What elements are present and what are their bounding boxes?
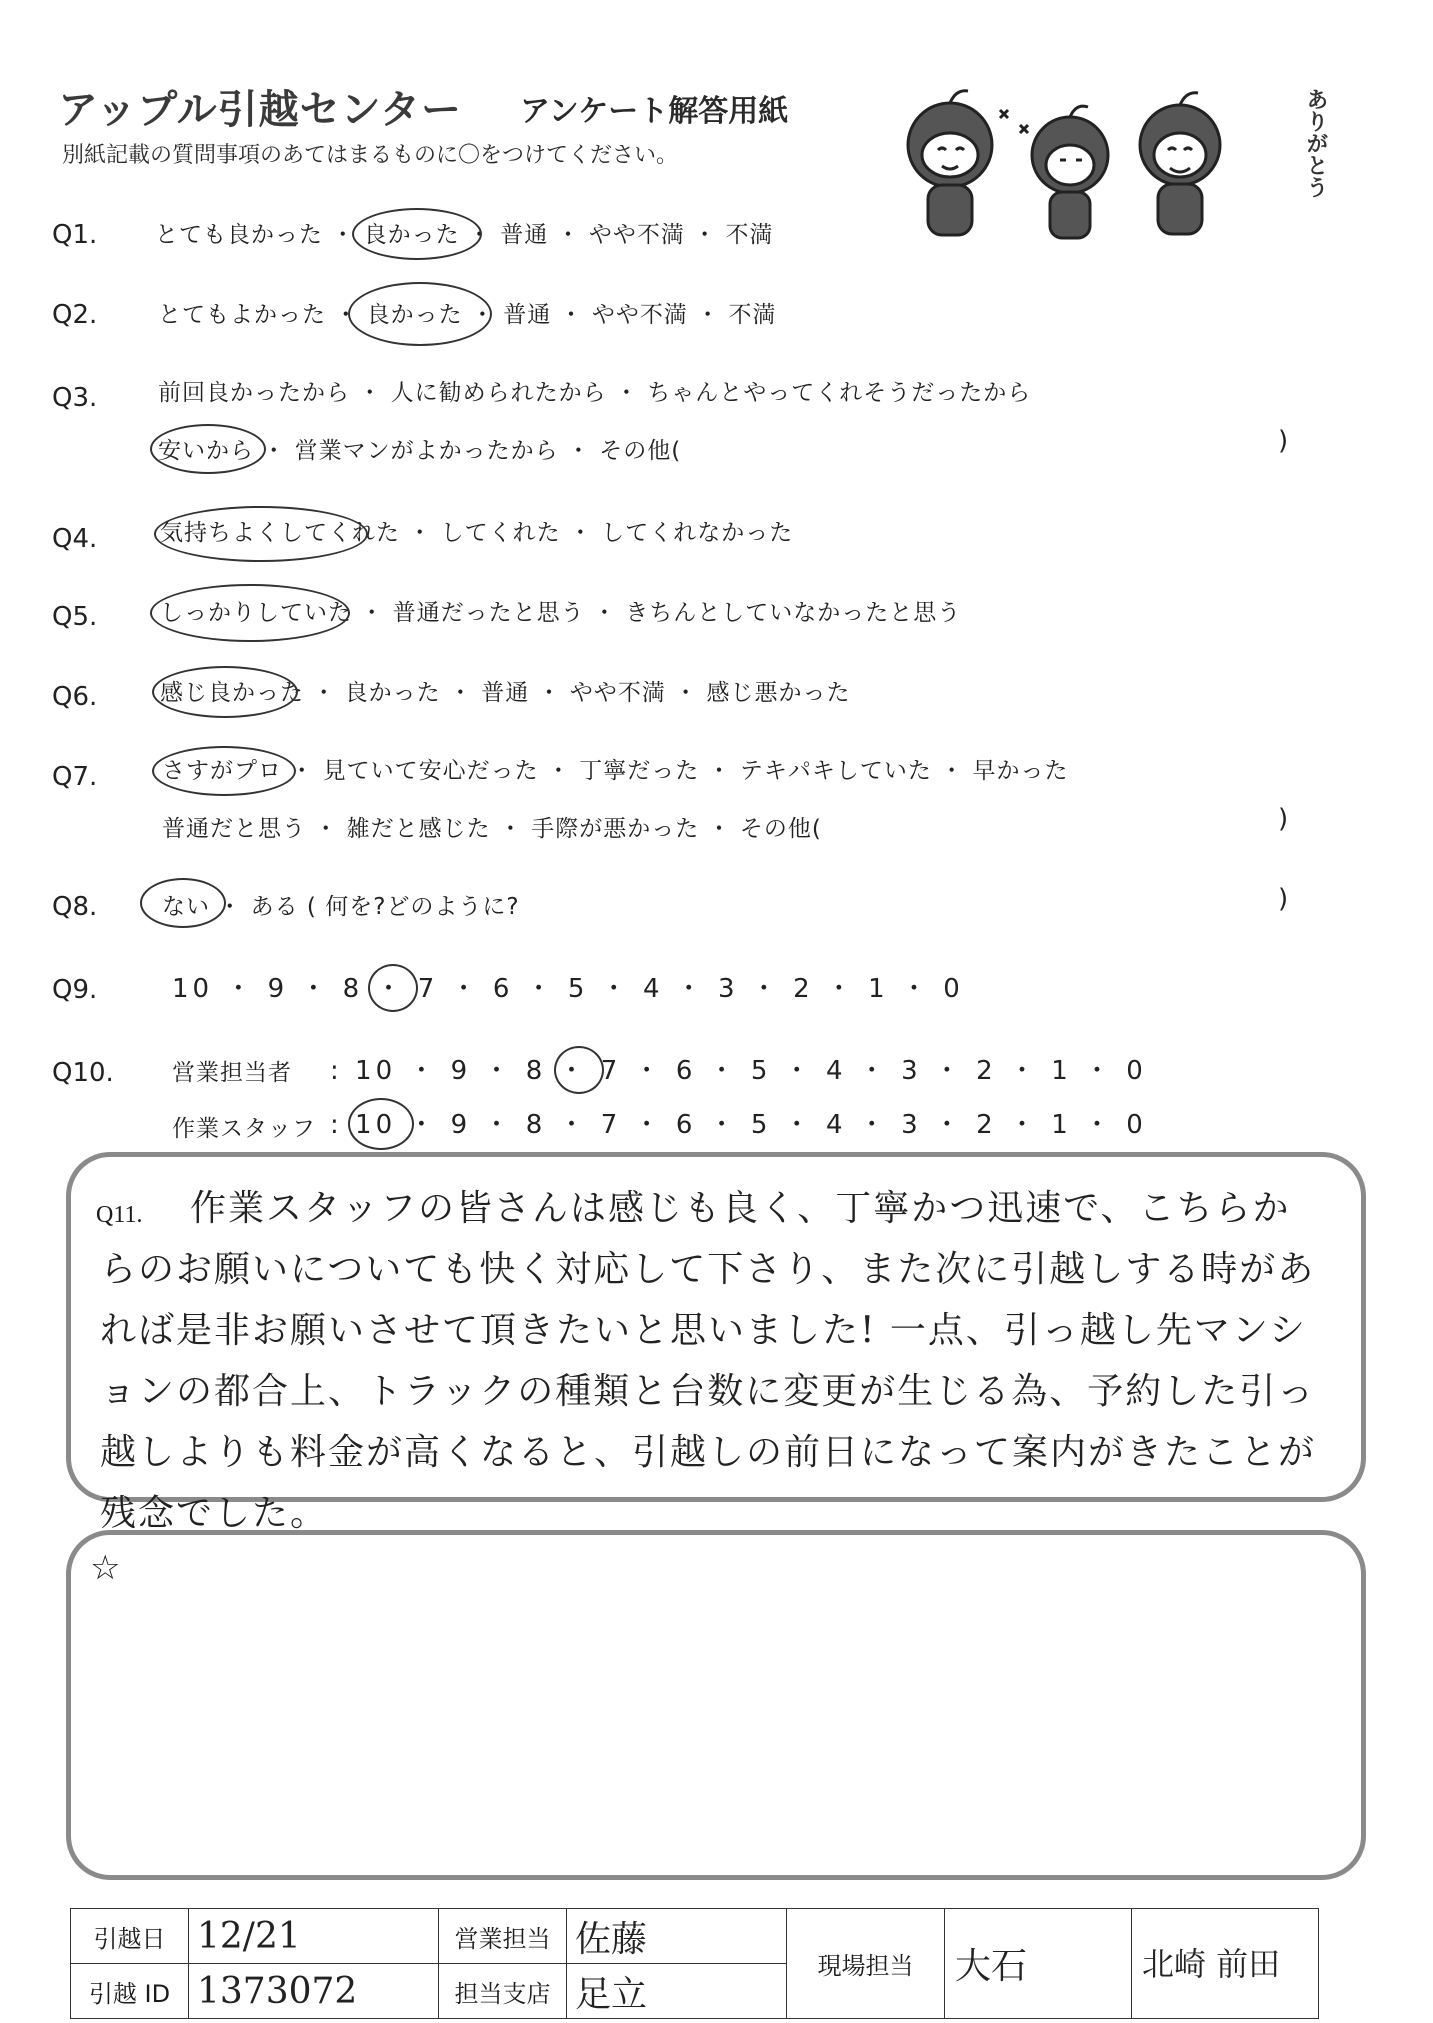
q6-options: 感じ良かった ・ 良かった ・ 普通 ・ やや不満 ・ 感じ悪かった	[160, 680, 851, 706]
q11-handwritten-answer: 作業スタッフの皆さんは感じも良く、丁寧かつ迅速で、こちらからのお願いについても快く対応して下さり、また次に引越しする時があれば是非お願いさせて頂きたいと思いました! 一点、引っ越し先マンションの都合上、トラックの種類と台数に変更が生じる為、予約した引っ越しよりも料金が高くなると、引越しの前日になって案内がきたことが残念でした。	[100, 1188, 1317, 1534]
q8-paren-close: )	[1278, 884, 1289, 914]
q10-staff-scale: : 10 ・ 9 ・ 8 ・ 7 ・ 6 ・ 5 ・ 4 ・ 3 ・ 2 ・ 1 ・ 0	[330, 1110, 1147, 1140]
q7-answer-circle	[152, 746, 296, 796]
q4-options: 気持ちよくしてくれた ・ してくれた ・ してくれなかった	[160, 520, 794, 546]
q2-label: Q2.	[52, 300, 98, 330]
q9-answer-circle	[368, 964, 418, 1012]
q5-label: Q5.	[52, 602, 98, 632]
q8-answer-circle	[140, 878, 226, 928]
site-rep-value-2: 北崎 前田	[1132, 1909, 1319, 2019]
q4-label: Q4.	[52, 524, 98, 554]
q10-sales-answer-circle	[554, 1046, 604, 1094]
q5-options: しっかりしていた ・ 普通だったと思う ・ きちんとしていなかったと思う	[160, 600, 962, 626]
monkey-mascot-icon	[880, 70, 1260, 250]
thank-you-text: ありがとう	[1303, 88, 1328, 198]
company-title: アップル引越センター	[58, 87, 462, 133]
q5-answer-circle	[150, 584, 350, 642]
additional-comments-box	[66, 1530, 1366, 1880]
q10-label: Q10.	[52, 1058, 114, 1088]
move-date-label: 引越日	[71, 1909, 189, 1964]
move-id-label: 引越 ID	[71, 1964, 189, 2019]
star-label: ☆	[90, 1548, 121, 1588]
form-subtitle: アンケート解答用紙	[520, 94, 789, 129]
q2-options: とてもよかった ・ 良かった ・ 普通 ・ やや不満 ・ 不満	[158, 302, 777, 328]
q7-options-line1: さすがプロ ・ 見ていて安心だった ・ 丁寧だった ・ テキパキしていた ・ 早かった	[162, 758, 1069, 784]
q3-options-line2: 安いから ・ 営業マンがよかったから ・ その他(	[158, 438, 682, 464]
q3-options-line1: 前回良かったから ・ 人に勧められたから ・ ちゃんとやってくれそうだったから	[158, 380, 1032, 406]
site-rep-label: 現場担当	[787, 1909, 945, 2019]
q1-label: Q1.	[52, 220, 98, 250]
q10-sales-label: 営業担当者	[172, 1060, 292, 1086]
move-id-value: 1373072	[189, 1964, 439, 2019]
move-info-table	[70, 1908, 1319, 2019]
q11-label: Q11.	[96, 1202, 143, 1228]
q8-options: ない ・ ある ( 何を?どのように?	[162, 894, 520, 920]
q7-options-line2: 普通だと思う ・ 雑だと感じた ・ 手際が悪かった ・ その他(	[162, 816, 822, 842]
q6-label: Q6.	[52, 682, 98, 712]
sales-rep-label: 営業担当	[439, 1909, 567, 1964]
site-rep-value-1: 大石	[945, 1909, 1132, 2019]
q7-paren-close: )	[1278, 804, 1289, 834]
q3-paren-close: )	[1278, 426, 1289, 456]
q10-sales-scale: : 10 ・ 9 ・ 8 ・ 7 ・ 6 ・ 5 ・ 4 ・ 3 ・ 2 ・ 1 ・ 0	[330, 1056, 1147, 1086]
q10-staff-label: 作業スタッフ	[172, 1116, 316, 1142]
q4-answer-circle	[154, 506, 368, 562]
sales-rep-value: 佐藤	[567, 1909, 787, 1964]
move-date-value: 12/21	[189, 1909, 439, 1964]
branch-label: 担当支店	[439, 1964, 567, 2019]
q3-answer-circle	[150, 424, 266, 474]
q3-label: Q3.	[52, 383, 98, 413]
q10-staff-answer-circle	[348, 1098, 414, 1150]
q7-label: Q7.	[52, 762, 98, 792]
q6-answer-circle	[152, 666, 298, 718]
q9-scale: 10 ・ 9 ・ 8 ・ 7 ・ 6 ・ 5 ・ 4 ・ 3 ・ 2 ・ 1 ・ 0	[172, 974, 964, 1004]
q1-answer-circle	[352, 208, 482, 260]
mascot-illustration	[880, 70, 1260, 250]
q9-label: Q9.	[52, 975, 98, 1005]
branch-value: 足立	[567, 1964, 787, 2019]
q8-label: Q8.	[52, 892, 98, 922]
instructions: 別紙記載の質問事項のあてはまるものに〇をつけてください。	[62, 143, 679, 168]
q1-options: とても良かった ・ 良かった ・ 普通 ・ やや不満 ・ 不満	[155, 222, 774, 248]
q2-answer-circle	[348, 282, 492, 346]
